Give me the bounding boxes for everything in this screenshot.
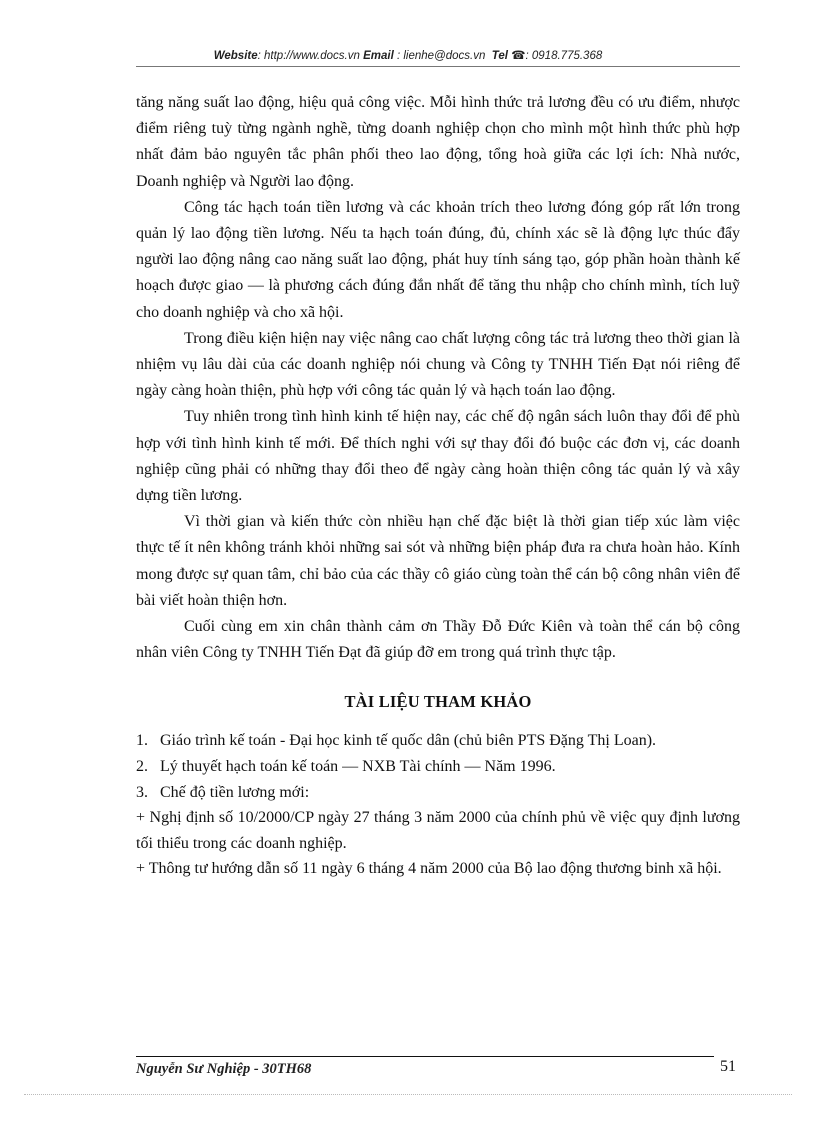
website-label: Website xyxy=(213,50,258,62)
reference-item xyxy=(136,728,740,754)
reference-text: Giáo trình kế toán - Đại học kinh tế quốc dân (chủ biên PTS Đặng Thị Loan). xyxy=(160,732,657,750)
website-value: : http://www.docs.vn xyxy=(257,50,360,62)
tel-value: : 0918.775.368 xyxy=(525,50,603,62)
reference-number: 2. xyxy=(136,758,148,776)
email-label: Email xyxy=(363,50,394,62)
page-header xyxy=(0,48,816,62)
footer-rule xyxy=(136,1056,714,1057)
reference-sub-item: + Thông tư hướng dẫn số 11 ngày 6 tháng 4 năm 2000 của Bộ lao động thương binh xã hội. xyxy=(136,860,722,878)
reference-item xyxy=(136,754,740,780)
main-content xyxy=(136,90,740,882)
page-number: 51 xyxy=(720,1058,736,1075)
header-rule xyxy=(136,66,740,67)
paragraph-2: Công tác hạch toán tiền lương và các khoản trích theo lương đóng góp rất lớn trong quản lý lao động tiền lương. Nếu ta hạch toán đúng, đủ, chính xác sẽ là động lực thúc đẩy người lao động nâng cao năng suất lao động, phát huy tính sáng tạo, góp phần hoàn thành kế hoạch được giao — là phương cách đúng đắn nhất để tăng thu nhập cho chính mình, tích luỹ cho doanh nghiệp và cho xã hội. xyxy=(136,198,740,321)
paragraph-4: Tuy nhiên trong tình hình kinh tế hiện nay, các chế độ ngân sách luôn thay đổi để phù hợp với tình hình kinh tế mới. Để thích nghi với sự thay đổi đó buộc các đơn vị, các doanh nghiệp cũng phải có những thay đổi theo để ngày càng hoàn thiện công tác quản lý và xây dựng tiền lương. xyxy=(136,408,740,505)
footer-author: Nguyễn Sư Nghiệp - 30TH68 xyxy=(136,1061,312,1077)
reference-text: Chế độ tiền lương mới: xyxy=(160,783,310,801)
reference-item xyxy=(136,780,740,806)
paragraph-6: Cuối cùng em xin chân thành cảm ơn Thầy Đỗ Đức Kiên và toàn thể cán bộ công nhân viên Công ty TNHH Tiến Đạt đã giúp đỡ em trong quá trình thực tập. xyxy=(136,618,740,662)
reference-number: 1. xyxy=(136,732,148,750)
paragraph-3: Trong điều kiện hiện nay việc nâng cao chất lượng công tác trả lương theo thời gian là nhiệm vụ lâu dài của các doanh nghiệp nói chung và Công ty TNHH Tiến Đạt nói riêng để ngày càng hoàn thiện, phù hợp với công tác quản lý và hạch toán lao động. xyxy=(136,329,740,400)
reference-number: 3. xyxy=(136,783,148,801)
paragraph-1: tăng năng suất lao động, hiệu quả công việc. Mỗi hình thức trả lương đều có ưu điểm, nhược điểm riêng tuỳ từng ngành nghề, từng doanh nghiệp chọn cho mình một hình thức phù hợp nhất đảm bảo nguyên tắc phân phối theo lao động, tổng hoà giữa các lợi ích: Nhà nước, Doanh nghiệp và Người lao động. xyxy=(136,94,740,190)
reference-text: Lý thuyết hạch toán kế toán — NXB Tài chính — Năm 1996. xyxy=(160,758,556,776)
references-title: TÀI LIỆU THAM KHẢO xyxy=(344,692,532,712)
phone-icon: ☎ xyxy=(511,50,526,62)
paragraph-5: Vì thời gian và kiến thức còn nhiều hạn chế đặc biệt là thời gian tiếp xúc làm việc thực tế ít nên không tránh khỏi những sai sót và những biện pháp đưa ra chưa hoàn hảo. Kính mong được sự quan tâm, chỉ bảo của các thầy cô giáo cùng toàn thể cán bộ công nhân viên để bài viết hoàn thiện hơn. xyxy=(136,513,740,609)
page-bottom-border xyxy=(24,1094,792,1095)
tel-label: Tel xyxy=(491,50,508,62)
reference-sub-item: + Nghị định số 10/2000/CP ngày 27 tháng 3 năm 2000 của chính phủ về việc quy định lương tối thiểu trong các doanh nghiệp. xyxy=(136,809,740,852)
email-value: : lienhe@docs.vn xyxy=(393,50,486,62)
